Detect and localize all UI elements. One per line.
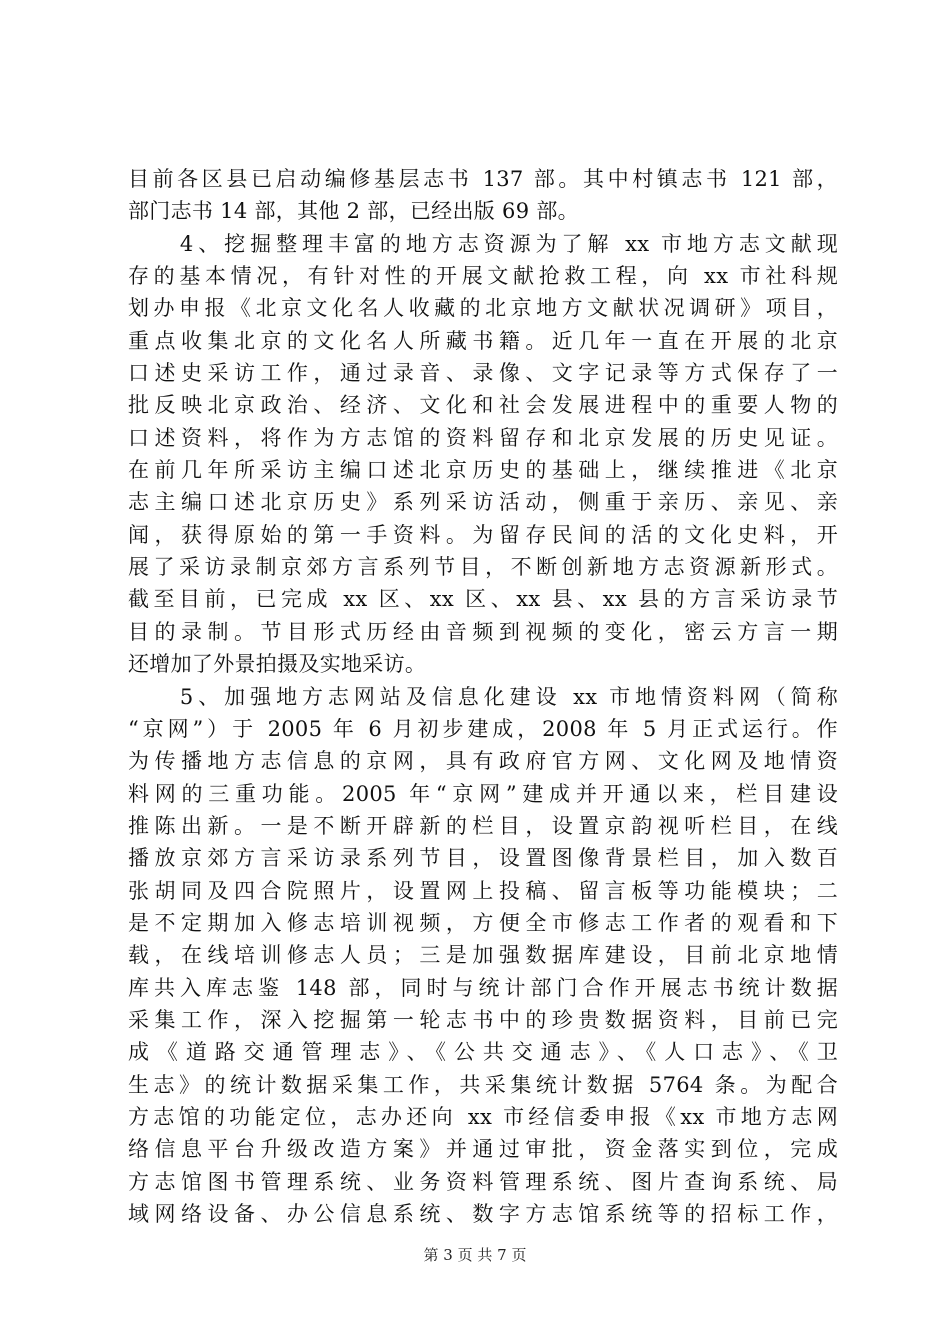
text-line: 张胡同及四合院照片，设置网上投稿、留言板等功能模块；二 [128,878,838,903]
text-line: 还增加了外景拍摄及实地采访。 [128,652,427,677]
text-line: 采集工作，深入挖掘第一轮志书中的珍贵数据资料，目前已完 [128,1007,838,1032]
text-line: 批反映北京政治、经济、文化和社会发展进程中的重要人物的 [128,393,838,418]
text-line: 在前几年所采访主编口述北京历史的基础上，继续推进《北京 [128,458,838,483]
text-line: 生志》的统计数据采集工作，共采集统计数据 5764 条。为配合 [128,1072,838,1097]
text-line: 重点收集北京的文化名人所藏书籍。近几年一直在开展的北京 [128,328,838,353]
text-line: 络信息平台升级改造方案》并通过审批，资金落实到位，完成 [128,1137,838,1162]
text-line: 域网络设备、办公信息系统、数字方志馆系统等的招标工作， [128,1202,838,1226]
text-line: 播放京郊方言采访录系列节目，设置图像背景栏目，加入数百 [128,846,838,871]
text-line: 库共入库志鉴 148 部，同时与统计部门合作开展志书统计数据 [128,975,838,1000]
text-line: 5、加强地方志网站及信息化建设 xx 市地情资料网（简称 [128,684,838,709]
text-line: 方志馆图书管理系统、业务资料管理系统、图片查询系统、局 [128,1169,838,1194]
text-line: 4、挖掘整理丰富的地方志资源为了解 xx 市地方志文献现 [128,231,838,256]
text-line: 目前各区县已启动编修基层志书 137 部。其中村镇志书 121 部， [128,167,838,191]
text-line: 闻，获得原始的第一手资料。为留存民间的活的文化史料，开 [128,522,838,547]
text-line: 展了采访录制京郊方言系列节目，不断创新地方志资源新形式。 [128,555,838,580]
text-line: 目的录制。节目形式历经由音频到视频的变化，密云方言一期 [128,619,838,644]
text-line: 部门志书 14 部，其他 2 部，已经出版 69 部。 [128,199,579,224]
text-line: 存的基本情况，有针对性的开展文献抢救工程，向 xx 市社科规 [128,264,838,289]
text-line: 划办申报《北京文化名人收藏的北京地方文献状况调研》项目， [128,296,838,321]
text-line: 方志馆的功能定位，志办还向 xx 市经信委申报《xx 市地方志网 [128,1104,838,1129]
text-line: 志主编口述北京历史》系列采访活动，侧重于亲历、亲见、亲 [128,490,838,515]
page-footer: 第 3 页 共 7 页 [423,1246,527,1264]
text-line: 口述史采访工作，通过录音、录像、文字记录等方式保存了一 [128,361,838,386]
text-line: 料网的三重功能。2005 年“京网”建成并开通以来，栏目建设 [128,781,838,806]
text-line: 推陈出新。一是不断开辟新的栏目，设置京韵视听栏目，在线 [128,813,838,838]
text-line: “京网”）于 2005 年 6 月初步建成，2008 年 5 月正式运行。作 [128,716,838,741]
text-line: 载，在线培训修志人员；三是加强数据库建设，目前北京地情 [128,943,838,968]
text-line: 口述资料，将作为方志馆的资料留存和北京发展的历史见证。 [128,425,838,450]
body-text [128,163,838,1230]
text-line: 截至目前，已完成 xx 区、xx 区、xx 县、xx 县的方言采访录节 [128,587,838,612]
text-line: 是不定期加入修志培训视频，方便全市修志工作者的观看和下 [128,910,838,935]
text-line: 为传播地方志信息的京网，具有政府官方网、文化网及地情资 [128,749,838,774]
text-line: 成《道路交通管理志》、《公共交通志》、《人口志》、《卫 [128,1040,838,1065]
